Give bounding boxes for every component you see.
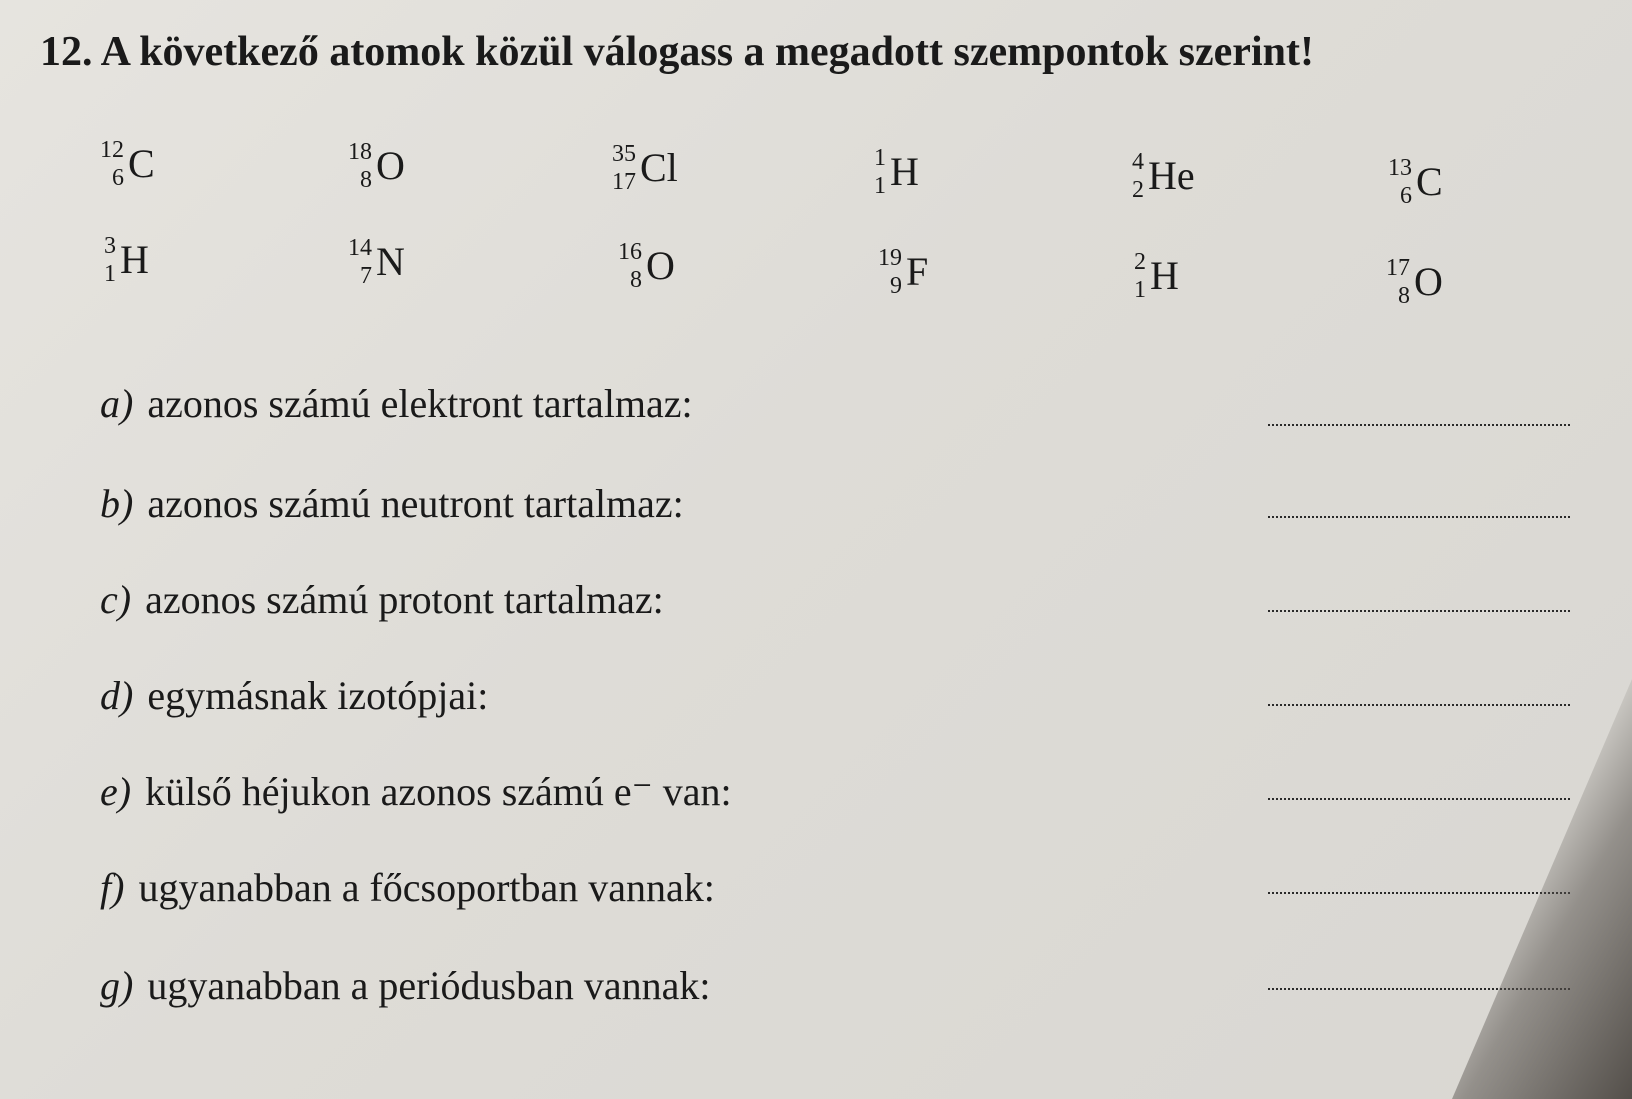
question-g — [100, 962, 710, 1009]
question-a — [100, 380, 693, 427]
nuclide-oxygen-16 — [618, 240, 675, 292]
element-symbol: He — [1148, 153, 1195, 198]
mass-number: 4 — [1132, 149, 1144, 175]
answer-blank-e[interactable] — [1268, 798, 1570, 800]
atomic-number: 6 — [112, 165, 124, 191]
mass-number: 13 — [1388, 155, 1412, 181]
element-symbol: H — [120, 237, 149, 282]
question-letter: a) — [100, 381, 134, 426]
question-text: külső héjukon azonos számú e⁻ van: — [145, 769, 732, 814]
nuclide-chlorine-35 — [612, 142, 678, 194]
mass-number: 1 — [874, 145, 886, 171]
question-text: azonos számú neutront tartalmaz: — [147, 481, 684, 526]
answer-blank-g[interactable] — [1268, 988, 1570, 990]
nuclide-oxygen-18 — [348, 140, 405, 192]
atomic-number: 9 — [890, 273, 902, 299]
question-text: azonos számú elektront tartalmaz: — [147, 381, 693, 426]
question-b — [100, 480, 684, 527]
answer-blank-d[interactable] — [1268, 704, 1570, 706]
answer-blank-c[interactable] — [1268, 610, 1570, 612]
question-letter: c) — [100, 577, 132, 622]
element-symbol: O — [1414, 259, 1443, 304]
nuclide-hydrogen-2 — [1134, 250, 1179, 302]
question-letter: b) — [100, 481, 134, 526]
element-symbol: O — [376, 143, 405, 188]
atomic-number: 8 — [1398, 283, 1410, 309]
nuclide-hydrogen-3 — [104, 234, 149, 286]
question-letter: d) — [100, 673, 134, 718]
atomic-number: 2 — [1132, 177, 1144, 203]
question-letter: g) — [100, 963, 134, 1008]
question-text: ugyanabban a főcsoportban vannak: — [138, 865, 715, 910]
atomic-number: 8 — [630, 267, 642, 293]
question-d — [100, 672, 488, 719]
element-symbol: C — [1416, 159, 1443, 204]
mass-number: 17 — [1386, 255, 1410, 281]
atomic-number: 1 — [104, 261, 116, 287]
element-symbol: Cl — [640, 145, 678, 190]
question-c — [100, 576, 664, 623]
nuclide-helium-4 — [1132, 150, 1195, 202]
mass-number: 19 — [878, 245, 902, 271]
nuclide-oxygen-17 — [1386, 256, 1443, 308]
element-symbol: N — [376, 239, 405, 284]
answer-blank-b[interactable] — [1268, 516, 1570, 518]
atomic-number: 17 — [612, 169, 636, 195]
page-shadow — [1432, 679, 1632, 1099]
answer-blank-f[interactable] — [1268, 892, 1570, 894]
element-symbol: F — [906, 249, 929, 294]
nuclide-hydrogen-1 — [874, 146, 919, 198]
question-e — [100, 768, 732, 815]
exercise-title: 12. A következő atomok közül válogass a megadott szempontok szerint! — [40, 29, 1314, 75]
atomic-number: 1 — [874, 173, 886, 199]
question-letter: f) — [100, 865, 125, 910]
mass-number: 35 — [612, 141, 636, 167]
nuclide-nitrogen-14 — [348, 236, 405, 288]
mass-number: 12 — [100, 137, 124, 163]
atomic-number: 7 — [360, 263, 372, 289]
question-f — [100, 864, 715, 911]
atomic-number: 1 — [1134, 277, 1146, 303]
mass-number: 16 — [618, 239, 642, 265]
nuclide-carbon-13 — [1388, 156, 1443, 208]
nuclide-fluorine-19 — [878, 246, 928, 298]
element-symbol: O — [646, 243, 675, 288]
question-text: azonos számú protont tartalmaz: — [145, 577, 664, 622]
element-symbol: H — [1150, 253, 1179, 298]
mass-number: 18 — [348, 139, 372, 165]
question-text: ugyanabban a periódusban vannak: — [147, 963, 711, 1008]
element-symbol: C — [128, 141, 155, 186]
element-symbol: H — [890, 149, 919, 194]
mass-number: 2 — [1134, 249, 1146, 275]
question-letter: e) — [100, 769, 132, 814]
question-text: egymásnak izotópjai: — [147, 673, 489, 718]
answer-blank-a[interactable] — [1268, 424, 1570, 426]
atomic-number: 6 — [1400, 183, 1412, 209]
mass-number: 3 — [104, 233, 116, 259]
nuclide-carbon-12 — [100, 138, 155, 190]
atomic-number: 8 — [360, 167, 372, 193]
mass-number: 14 — [348, 235, 372, 261]
